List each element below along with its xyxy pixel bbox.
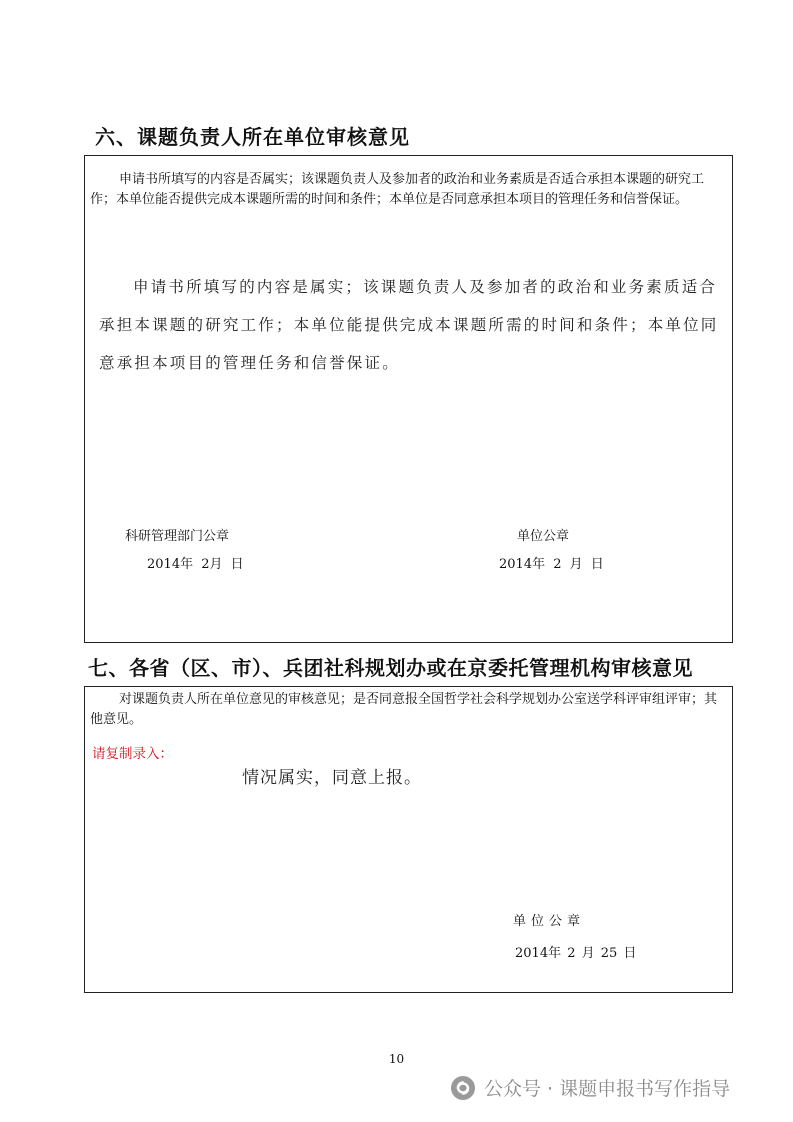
unit-date: 2014年 2 月 日: [499, 557, 604, 572]
dept-seal-label: 科研管理部门公章: [125, 529, 230, 544]
section7-answer: 情况属实，同意上报。: [242, 768, 422, 788]
section7-heading: 七、各省（区、市）、兵团社科规划办或在京委托管理机构审核意见: [88, 656, 693, 680]
section6-prompt: 申请书所填写的内容是否属实；该课题负责人及参加者的政治和业务素质是否适合承担本课题的研究工作；本单位能否提供完成本课题所需的时间和条件；本单位是否同意承担本项目的管理任务和信誉保证。: [90, 172, 705, 207]
copy-instruction-label: 请复制录入：: [92, 746, 173, 762]
unit-date: 2014年 2 月 25 日: [515, 946, 637, 961]
section6-box: [84, 155, 733, 643]
section6-answer: 申请书所填写的内容是属实；该课题负责人及参加者的政治和业务素质适合承担本课题的研究工作；本单位能提供完成本课题所需的时间和条件；本单位同意承担本项目的管理任务和信誉保证。: [99, 278, 719, 372]
unit-seal-label: 单位公章: [517, 529, 570, 544]
watermark: [450, 1074, 730, 1101]
dept-date: 2014年 2月 日: [147, 557, 244, 572]
section7-prompt: 对课题负责人所在单位意见的审核意见；是否同意报全国哲学社会科学规划办公室送学科评审组评审；其他意见。: [90, 692, 718, 727]
wechat-official-account-icon: [450, 1075, 476, 1101]
unit-seal-label: 单位公章: [513, 914, 586, 929]
section7-box: [84, 686, 733, 993]
watermark-text: 公众号 · 课题申报书写作指导: [484, 1078, 731, 1100]
section6-heading: 六、课题负责人所在单位审核意见: [95, 125, 410, 149]
page-number: 10: [388, 1052, 405, 1066]
